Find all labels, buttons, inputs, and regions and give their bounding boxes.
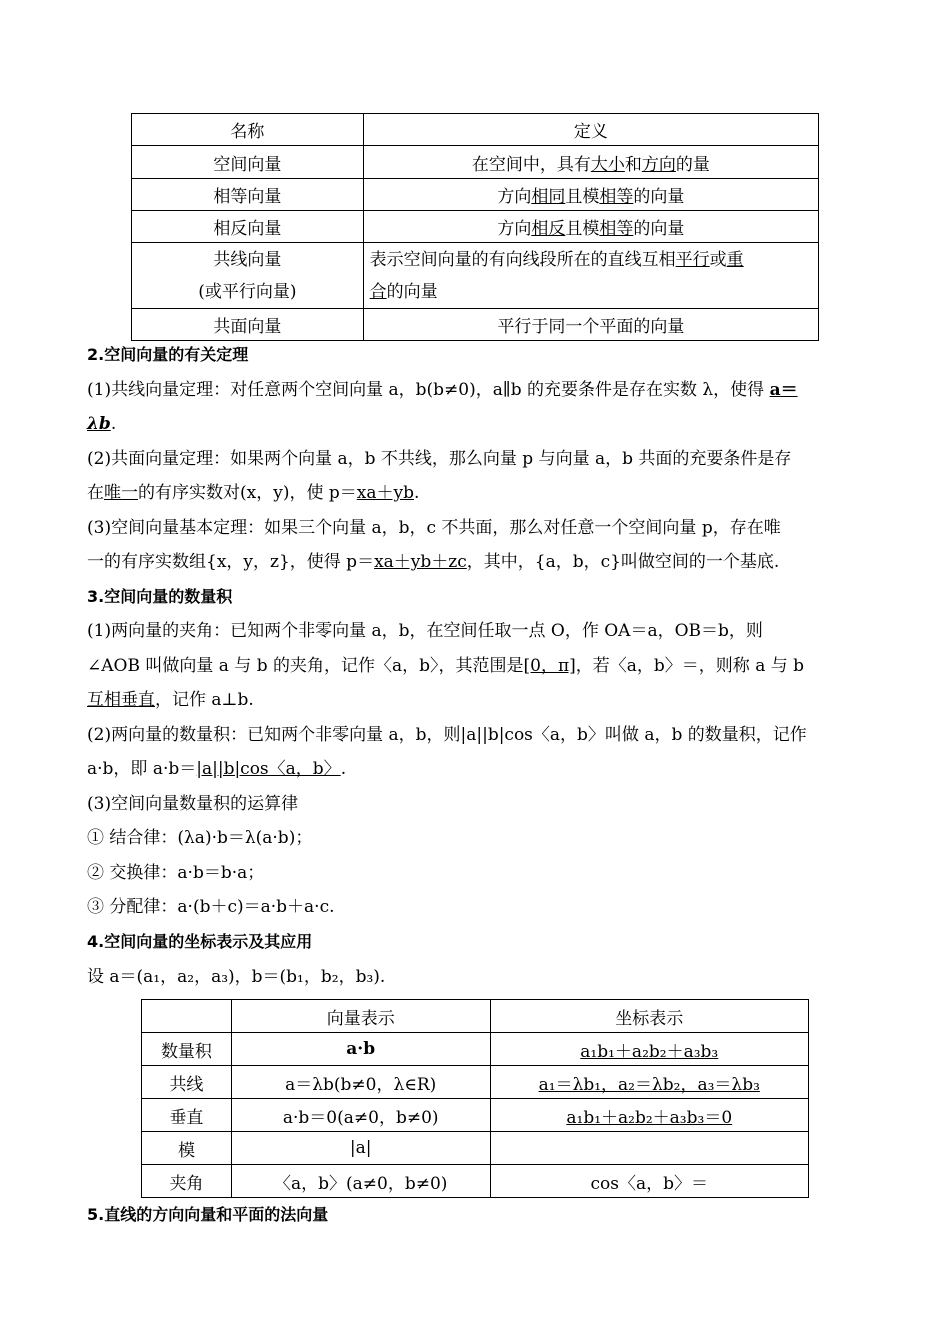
- row-name: 相反向量: [132, 211, 364, 243]
- coordinate-table: [141, 999, 809, 1198]
- header-vector: 向量表示: [231, 1000, 490, 1033]
- header-definition: 定义: [363, 114, 818, 146]
- row-name: 共线向量 (或平行向量): [132, 243, 364, 309]
- table-row: [132, 146, 819, 179]
- table-row: [132, 243, 819, 309]
- table-row: [132, 179, 819, 211]
- theorem-coplanar-cont: 在唯一的有序实数对(x，y)，使 p＝xa＋yb.: [87, 483, 420, 503]
- row-name: 空间向量: [132, 146, 364, 179]
- definitions-table: [131, 113, 819, 341]
- theorem-basis: (3)空间向量基本定理：如果三个向量 a，b，c 不共面，那么对任意一个空间向量 p，存在唯: [87, 518, 781, 538]
- table-row: [132, 211, 819, 243]
- coordinate-setup: 设 a＝(a₁，a₂，a₃)，b＝(b₁，b₂，b₃).: [87, 967, 386, 987]
- table-row: 模 |a|: [142, 1132, 809, 1165]
- section-3-title: 3.空间向量的数量积: [87, 587, 233, 606]
- theorem-collinear-cont: λb.: [87, 414, 117, 434]
- table-header-row: [132, 114, 819, 146]
- row-name: 共面向量: [132, 309, 364, 341]
- dot-product-definition: (2)两向量的数量积：已知两个非零向量 a，b，则|a||b|cos〈a，b〉叫做 a，b 的数量积，记作: [87, 725, 807, 745]
- table-header-row: [142, 1000, 809, 1033]
- dot-product-definition-cont: a·b，即 a·b＝|a||b|cos〈a，b〉.: [87, 759, 347, 779]
- table-row: 数量积 a·b a₁b₁＋a₂b₂＋a₃b₃: [142, 1033, 809, 1066]
- table-row: [132, 309, 819, 341]
- row-name: 相等向量: [132, 179, 364, 211]
- row-definition: 平行于同一个平面的向量: [363, 309, 818, 341]
- row-definition: 在空间中，具有大小和方向的量: [363, 146, 818, 179]
- section-2-title: 2.空间向量的有关定理: [87, 345, 249, 364]
- header-name: 名称: [132, 114, 364, 146]
- law-associative: ① 结合律：(λa)·b＝λ(a·b)；: [87, 828, 313, 848]
- section-4-title: 4.空间向量的坐标表示及其应用: [87, 932, 313, 951]
- angle-definition-end: 互相垂直，记作 a⊥b.: [87, 690, 254, 710]
- header-coordinate: 坐标表示: [490, 1000, 808, 1033]
- law-distributive: ③ 分配律：a·(b＋c)＝a·b＋a·c.: [87, 897, 335, 917]
- theorem-coplanar: (2)共面向量定理：如果两个向量 a，b 不共线，那么向量 p 与向量 a，b 共面的充要条件是存: [87, 449, 792, 469]
- table-row: 垂直 a·b＝0(a≠0，b≠0) a₁b₁＋a₂b₂＋a₃b₃＝0: [142, 1099, 809, 1132]
- theorem-basis-cont: 一的有序实数组{x，y，z}，使得 p＝xa＋yb＋zc，其中，{a，b，c}叫做空间的一个基底.: [87, 552, 780, 572]
- row-definition: 表示空间向量的有向线段所在的直线互相平行或重 合的向量: [363, 243, 818, 309]
- theorem-collinear: (1)共线向量定理：对任意两个空间向量 a，b(b≠0)，a∥b 的充要条件是存在实数 λ，使得 a＝: [87, 380, 798, 400]
- row-definition: 方向相同且模相等的向量: [363, 179, 818, 211]
- angle-definition: (1)两向量的夹角：已知两个非零向量 a，b，在空间任取一点 O，作 OA＝a，OB＝b，则: [87, 621, 763, 641]
- row-definition: 方向相反且模相等的向量: [363, 211, 818, 243]
- table-row: 共线 a＝λb(b≠0，λ∈R) a₁＝λb₁，a₂＝λb₂，a₃＝λb₃: [142, 1066, 809, 1099]
- law-commutative: ② 交换律：a·b＝b·a；: [87, 863, 265, 883]
- table-row: 夹角 〈a，b〉(a≠0，b≠0) cos〈a，b〉＝: [142, 1165, 809, 1198]
- section-5-title: 5.直线的方向向量和平面的法向量: [87, 1205, 329, 1224]
- operation-laws-title: (3)空间向量数量积的运算律: [87, 794, 299, 814]
- angle-definition-cont: ∠AOB 叫做向量 a 与 b 的夹角，记作〈a，b〉，其范围是[0，π]，若〈a，b〉＝，则称 a 与 b: [87, 656, 805, 676]
